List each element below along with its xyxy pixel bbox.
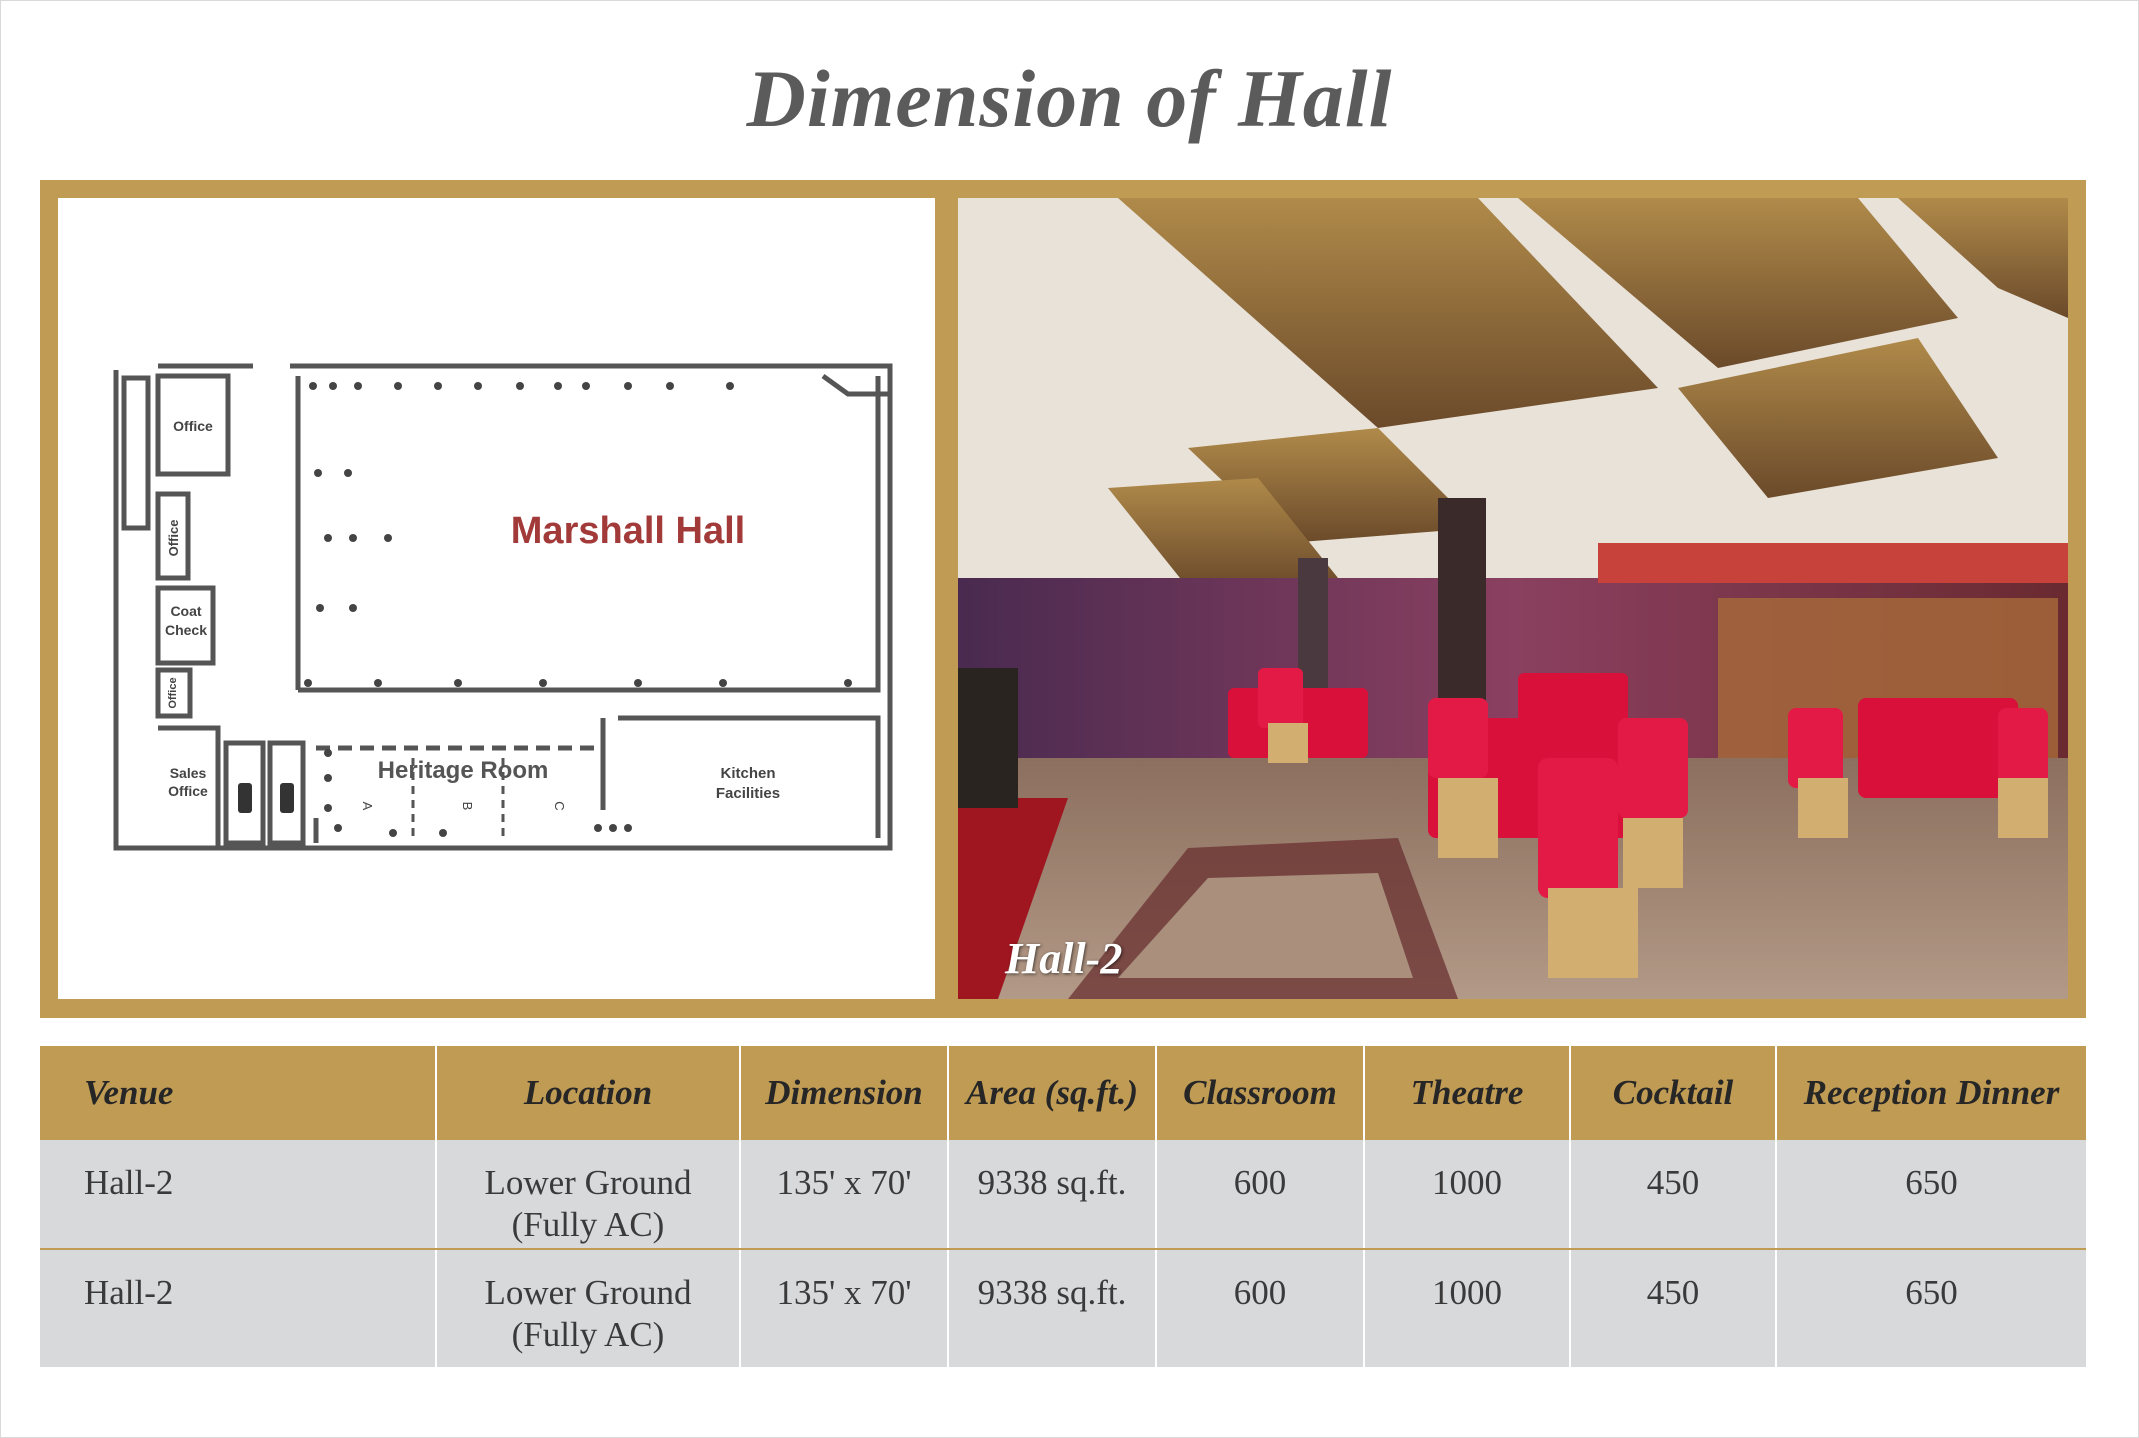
cell-classroom: 600	[1156, 1140, 1364, 1249]
cell-dimension: 135' x 70'	[740, 1140, 948, 1249]
cell-theatre: 1000	[1364, 1140, 1570, 1249]
cell-area: 9338 sq.ft.	[948, 1140, 1156, 1249]
header-reception-dinner: Reception Dinner	[1776, 1046, 2086, 1140]
header-classroom: Classroom	[1156, 1046, 1364, 1140]
location-line1: Lower Ground	[484, 1273, 692, 1312]
header-area: Area (sq.ft.)	[948, 1046, 1156, 1140]
hall-photo	[958, 198, 2068, 999]
header-venue: Venue	[40, 1046, 436, 1140]
header-dimension: Dimension	[740, 1046, 948, 1140]
office-small-label: Office	[167, 677, 179, 709]
location-line2: (Fully AC)	[511, 1205, 665, 1244]
heritage-room-label: Heritage Room	[377, 757, 549, 784]
section-b-label: B	[460, 801, 475, 811]
cell-cocktail: 450	[1570, 1249, 1776, 1367]
header-cocktail: Cocktail	[1570, 1046, 1776, 1140]
cell-cocktail: 450	[1570, 1140, 1776, 1249]
location-line2: (Fully AC)	[511, 1315, 665, 1354]
coat-check-label-line2: Check	[164, 622, 208, 638]
cell-classroom: 600	[1156, 1249, 1364, 1367]
sales-office-label-line1: Sales	[169, 765, 207, 781]
coat-check-label-line1: Coat	[170, 603, 202, 619]
cell-reception-dinner: 650	[1776, 1140, 2086, 1249]
cell-location	[436, 1140, 740, 1249]
office-side-label: Office	[166, 519, 181, 557]
cell-location	[436, 1249, 740, 1367]
table-header-row	[40, 1046, 2086, 1140]
photo-caption: Hall-2	[1005, 934, 1123, 983]
marshall-hall-label: Marshall Hall	[510, 510, 746, 552]
table-row	[40, 1249, 2086, 1367]
location-line1: Lower Ground	[484, 1163, 692, 1202]
floor-plan-panel	[58, 198, 935, 999]
floor-plan-drawing	[58, 198, 935, 999]
cell-reception-dinner: 650	[1776, 1249, 2086, 1367]
hall-dimension-table	[40, 1046, 2086, 1367]
section-a-label: A	[360, 801, 375, 811]
table-row	[40, 1140, 2086, 1249]
cell-venue: Hall-2	[40, 1249, 436, 1367]
kitchen-label-line2: Facilities	[715, 785, 781, 802]
header-location: Location	[436, 1046, 740, 1140]
cell-venue: Hall-2	[40, 1140, 436, 1249]
cell-dimension: 135' x 70'	[740, 1249, 948, 1367]
page-title: Dimension of Hall	[746, 53, 1393, 144]
kitchen-label-line1: Kitchen	[720, 765, 776, 782]
cell-area: 9338 sq.ft.	[948, 1249, 1156, 1367]
cell-theatre: 1000	[1364, 1249, 1570, 1367]
sales-office-label-line2: Office	[168, 783, 208, 799]
office-top-label: Office	[173, 418, 213, 434]
header-theatre: Theatre	[1364, 1046, 1570, 1140]
section-c-label: C	[552, 801, 567, 811]
hall-photo-illustration	[958, 198, 2068, 999]
